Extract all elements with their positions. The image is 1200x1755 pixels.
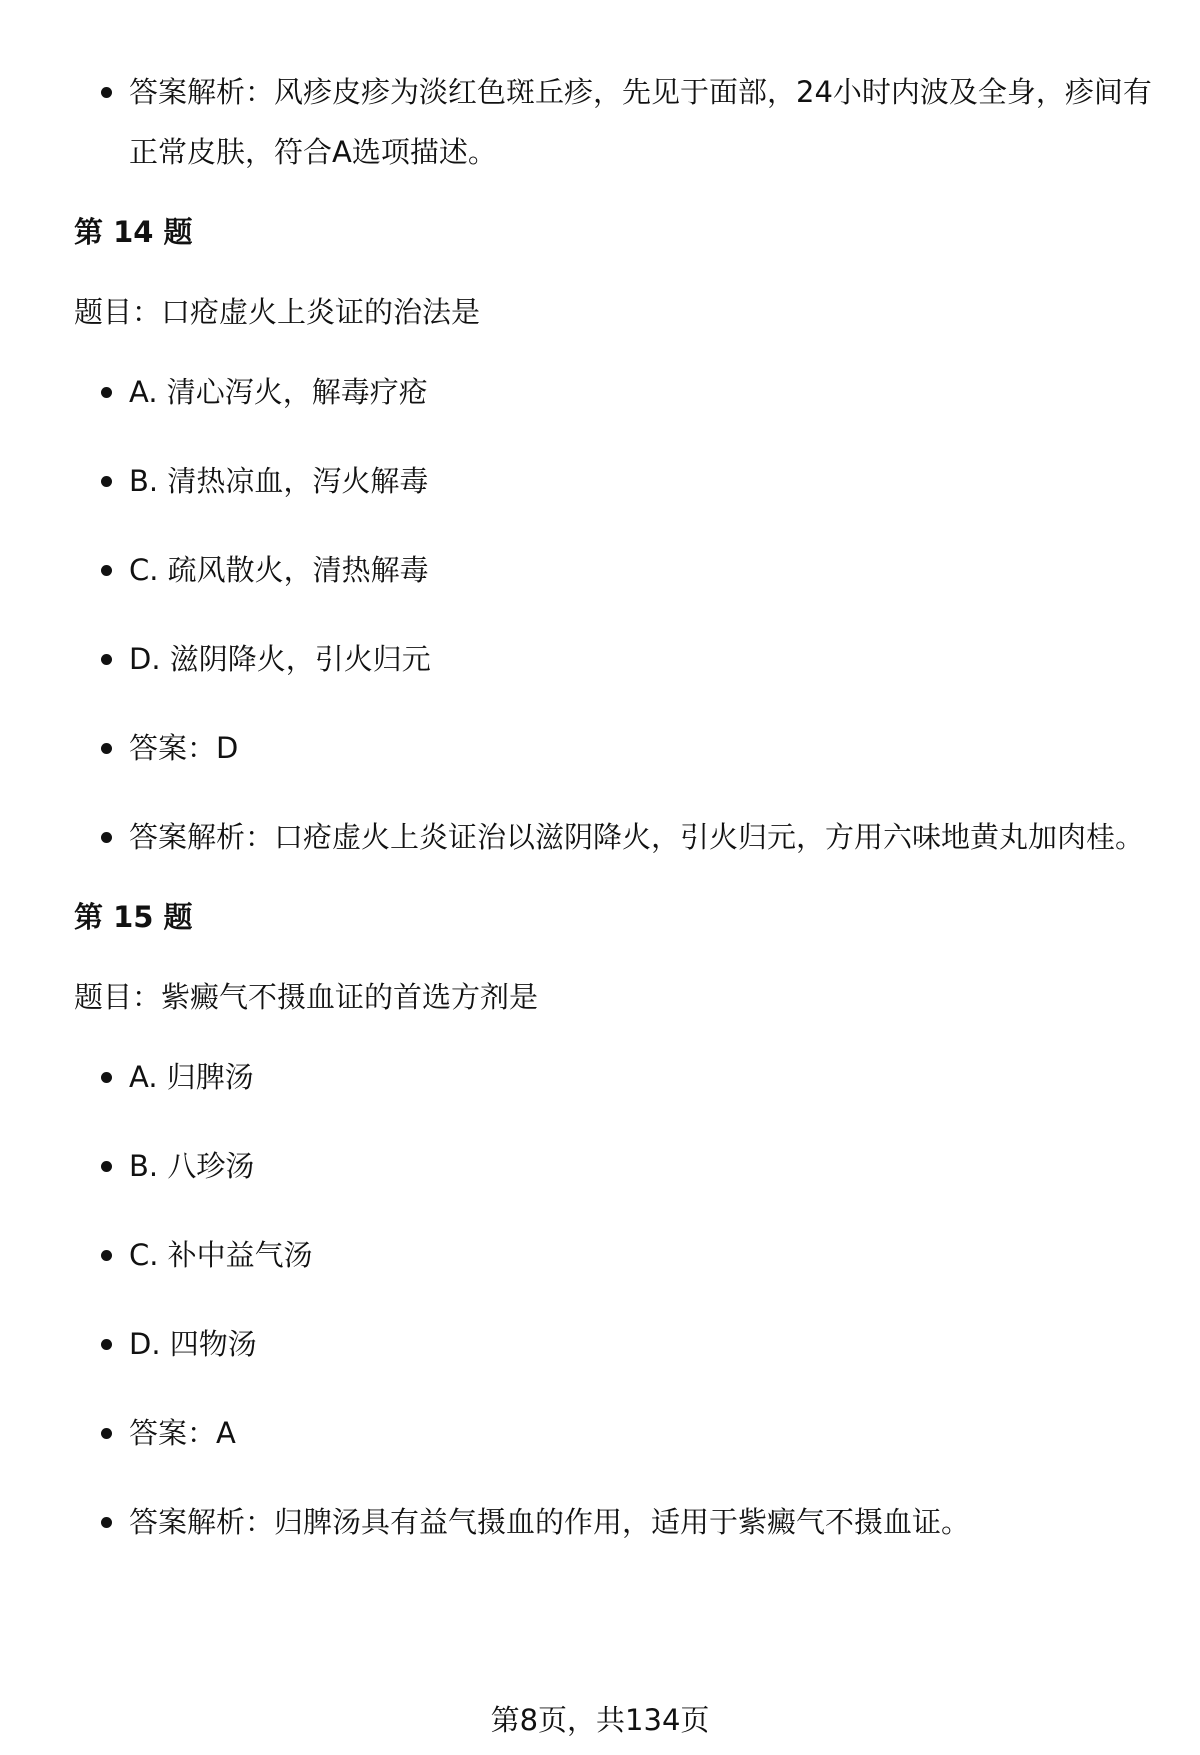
answer-text: 答案：A — [129, 1416, 236, 1450]
bullet-icon — [101, 1339, 112, 1350]
option-text: A. 归脾汤 — [129, 1060, 254, 1094]
option-text: A. 清心泻火，解毒疗疮 — [129, 375, 428, 409]
bullet-icon — [101, 87, 112, 98]
bullet-icon — [101, 387, 112, 398]
option-item-c — [74, 540, 1154, 600]
answer-item — [74, 718, 1154, 778]
bullet-icon — [101, 832, 112, 843]
option-item-d — [74, 629, 1154, 689]
answer-analysis-text: 答案解析：口疮虚火上炎证治以滋阴降火，引火归元，方用六味地黄丸加肉桂。 — [129, 820, 1145, 854]
bullet-icon — [101, 654, 112, 665]
bullet-icon — [101, 476, 112, 487]
option-list — [74, 362, 1154, 867]
bullet-icon — [101, 743, 112, 754]
option-text: C. 补中益气汤 — [129, 1238, 313, 1272]
bullet-icon — [101, 1250, 112, 1261]
option-item-b — [74, 1136, 1154, 1196]
answer-analysis-text: 答案解析：归脾汤具有益气摄血的作用，适用于紫癜气不摄血证。 — [129, 1505, 971, 1539]
bullet-icon — [101, 1072, 112, 1083]
page-number-footer: 第8页，共134页 — [490, 1703, 710, 1737]
option-text: B. 八珍汤 — [129, 1149, 255, 1183]
answer-analysis-item — [74, 62, 1154, 182]
option-list — [74, 1047, 1154, 1552]
question-block-14 — [74, 212, 1154, 867]
option-text: D. 四物汤 — [129, 1327, 257, 1361]
answer-analysis-text: 答案解析：风疹皮疹为淡红色斑丘疹，先见于面部，24小时内波及全身，疹间有正常皮肤，符合A选项描述。 — [129, 75, 1152, 169]
answer-text: 答案：D — [129, 731, 239, 765]
option-item-d — [74, 1314, 1154, 1374]
option-text: B. 清热凉血，泻火解毒 — [129, 464, 429, 498]
question-stem: 题目：紫癜气不摄血证的首选方剂是 — [74, 980, 539, 1014]
question-heading: 第 15 题 — [74, 900, 193, 934]
option-item-a — [74, 1047, 1154, 1107]
answer-item — [74, 1403, 1154, 1463]
previous-question-tail — [74, 62, 1154, 182]
answer-analysis-item — [74, 1492, 1154, 1552]
option-item-b — [74, 451, 1154, 511]
bullet-icon — [101, 565, 112, 576]
option-text: D. 滋阴降火，引火归元 — [129, 642, 431, 676]
bullet-icon — [101, 1161, 112, 1172]
page-content — [74, 62, 1154, 1552]
question-heading: 第 14 题 — [74, 215, 193, 249]
option-text: C. 疏风散火，清热解毒 — [129, 553, 429, 587]
option-item-c — [74, 1225, 1154, 1285]
bullet-icon — [101, 1428, 112, 1439]
question-block-15 — [74, 897, 1154, 1552]
bullet-icon — [101, 1517, 112, 1528]
option-item-a — [74, 362, 1154, 422]
question-stem: 题目：口疮虚火上炎证的治法是 — [74, 295, 481, 329]
answer-analysis-item — [74, 807, 1154, 867]
